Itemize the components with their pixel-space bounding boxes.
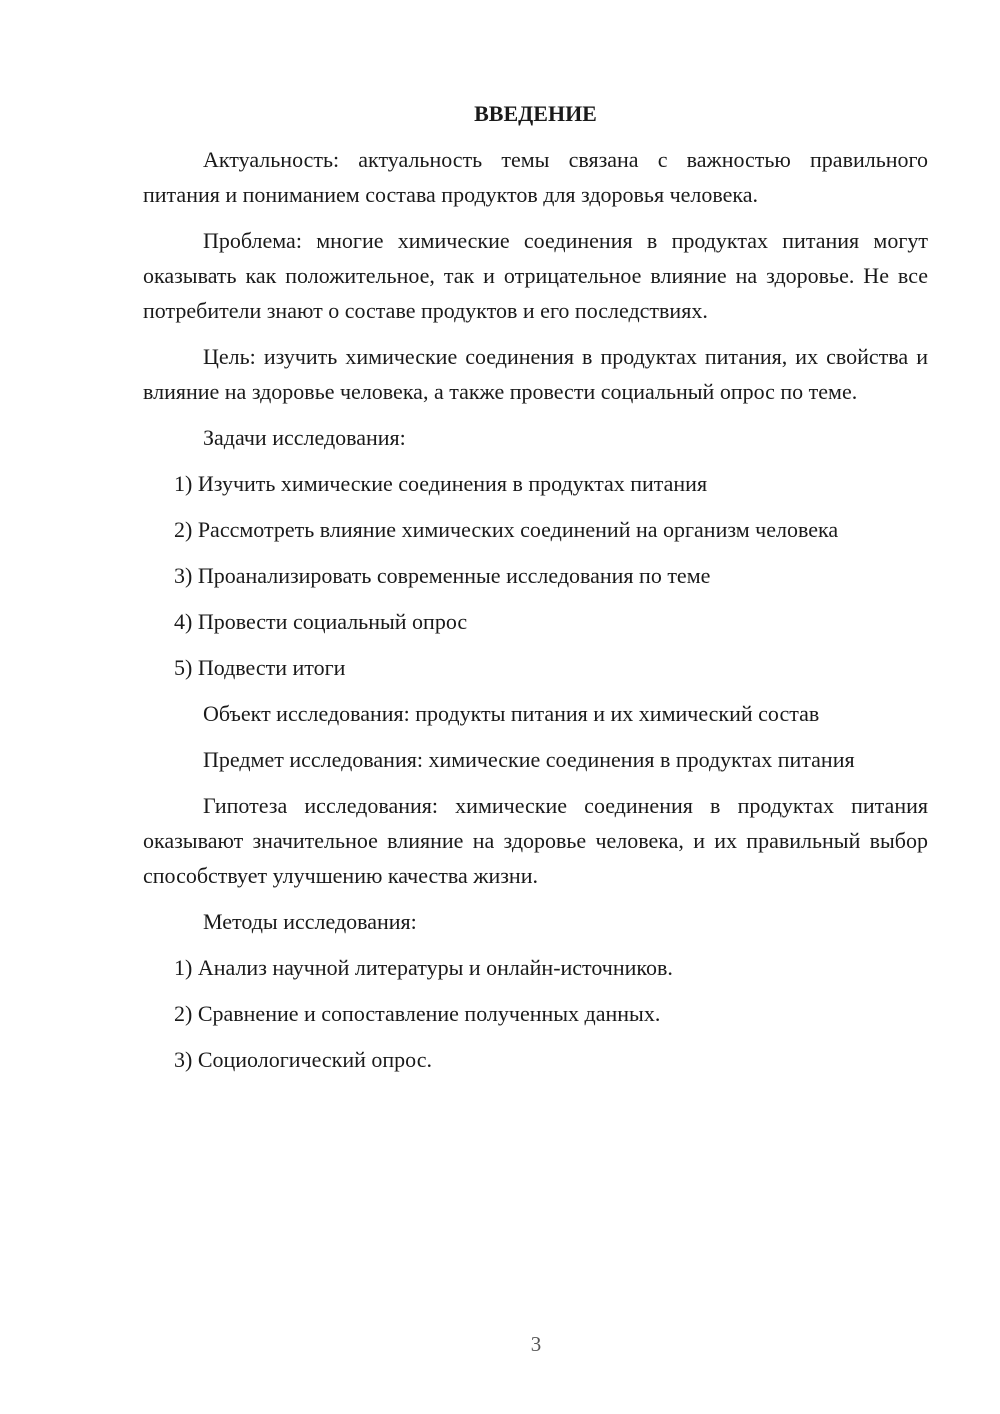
task-item: 2) Рассмотреть влияние химических соединений на организм человека [174,517,839,542]
hypothesis-paragraph: Гипотеза исследования: химические соединения в продуктах питания оказывают значительное влияние на здоровье человека, и их правильный выбор способствует улучшению качества жизни. [143,793,928,888]
task-item: 1) Изучить химические соединения в продуктах питания [174,471,708,496]
section-title: ВВЕДЕНИЕ [474,101,597,126]
subject-paragraph: Предмет исследования: химические соединения в продуктах питания [203,747,855,772]
page-number: 3 [530,1332,542,1356]
object-line: Объект исследования: продукты питания и их химический состав [203,701,820,726]
method-item: 3) Социологический опрос. [174,1047,432,1072]
goal-paragraph: Цель: изучить химические соединения в продуктах питания, их свойства и влияние на здоровье человека, а также провести социальный опрос по теме. [143,344,928,404]
relevance-paragraph: Актуальность: актуальность темы связана с важностью правильного питания и пониманием состава продуктов для здоровья человека. [143,147,928,207]
task-item: 4) Провести социальный опрос [174,609,468,634]
document-page [143,96,928,1088]
problem-paragraph: Проблема: многие химические соединения в продуктах питания могут оказывать как положительное, так и отрицательное влияние на здоровье. Не все потребители знают о составе продуктов и его последствиях. [143,228,928,323]
task-item: 5) Подвести итоги [174,655,346,680]
method-item: 1) Анализ научной литературы и онлайн-источников. [174,955,673,980]
methods-heading: Методы исследования: [203,909,417,934]
tasks-heading: Задачи исследования: [203,425,406,450]
method-item: 2) Сравнение и сопоставление полученных данных. [174,1001,661,1026]
task-item: 3) Проанализировать современные исследования по теме [174,563,711,588]
